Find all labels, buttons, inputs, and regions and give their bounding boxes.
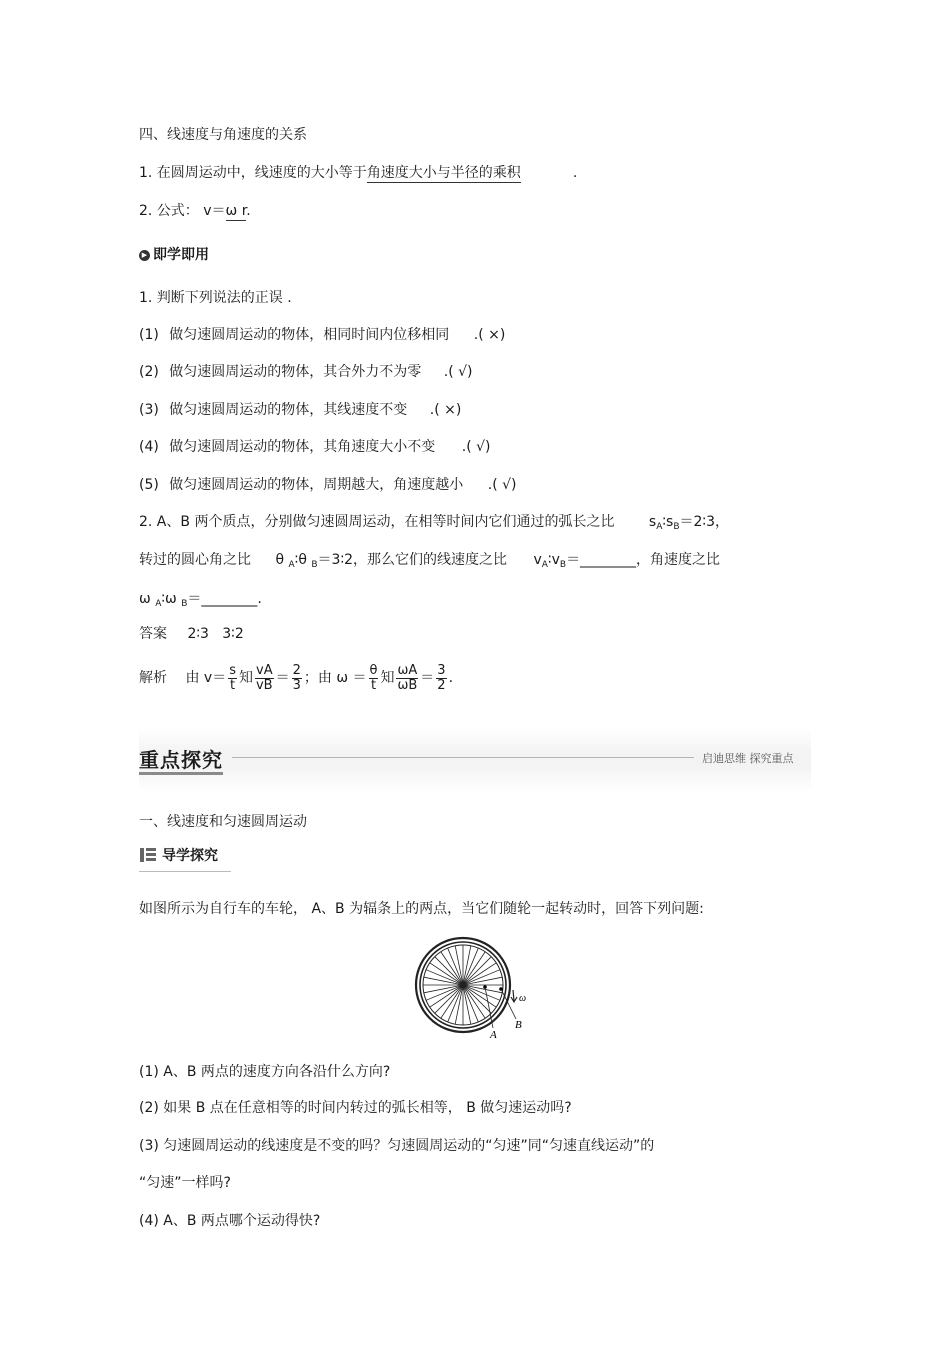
practice-header <box>139 246 209 264</box>
inquiry-question: (2) 如果 B 点在任意相等的时间内转过的弧长相等， B 做匀速运动吗? <box>139 1100 572 1116</box>
judgment-item <box>139 401 461 419</box>
inquiry-question-cont: “匀速”一样吗? <box>139 1175 231 1191</box>
q2-line-1 <box>139 513 729 533</box>
judgment-item <box>139 363 473 381</box>
guided-inquiry-title: 导学探究 <box>162 848 218 864</box>
banner-divider <box>232 757 694 758</box>
banner-underline <box>139 772 223 775</box>
inquiry-question: (3) 匀速圆周运动的线速度是不变的吗？匀速圆周运动的“匀速”同“匀速直线运动”的 <box>139 1138 655 1154</box>
judgment-answer: .( ×) <box>429 402 462 418</box>
judgment-num: (3) <box>139 402 159 418</box>
fraction-theta-t: $\frac{\theta}{t}$ <box>369 662 378 693</box>
spoke <box>463 957 491 985</box>
judgment-text: 做匀速圆周运动的物体，其角速度大小不变 <box>169 439 436 455</box>
section-title: 四、线速度与角速度的关系 <box>139 127 307 143</box>
item1-end: . <box>572 165 578 181</box>
point-B-label: B <box>515 1019 522 1031</box>
relation-item-1 <box>139 164 577 182</box>
q2-text: 2. A、B 两个质点，分别做匀速圆周运动，在相等时间内它们通过的弧长之比 <box>139 514 615 530</box>
q2-line-2 <box>139 551 720 571</box>
judgment-answer: .( √) <box>443 364 473 380</box>
point-A-label: A <box>490 1029 497 1041</box>
item2-fill: ω r <box>225 203 247 219</box>
item1-text: 1. 在圆周运动中，线速度的大小等于 <box>139 165 367 181</box>
analysis-label: 解析 <box>139 670 167 686</box>
judgment-item <box>139 476 517 494</box>
omega-label: ω <box>519 993 527 1004</box>
item1-fill-1: 角速度大小与半径的 <box>366 165 493 181</box>
item2-end: . <box>246 203 251 219</box>
inquiry-question: (1) A、B 两点的速度方向各沿什么方向? <box>139 1064 391 1080</box>
q2-angle-ratio: θ $_A$∶θ $_B$＝3∶2，那么它们的线速度之比 <box>275 552 507 570</box>
judgment-item <box>139 326 505 344</box>
judgment-text: 做匀速圆周运动的物体，相同时间内位移相同 <box>169 327 450 343</box>
list-icon <box>140 848 156 862</box>
analysis-line: 解析 由 v＝ $\frac{s}{t}$ 知 $\frac{vA}{vB}$ ＝ $\frac{2}{3}$ ；由 ω ＝ $\frac{\theta}{t}$ 知 $\frac{\omega A}{\omega B}$ ＝ $\frac{3}{2}$ . <box>139 662 454 693</box>
judge-question-title: 1. 判断下列说法的正误 . <box>139 290 292 306</box>
judgment-text: 做匀速圆周运动的物体，其合外力不为零 <box>169 364 422 380</box>
judgment-num: (5) <box>139 477 159 493</box>
wheel-drawing <box>416 938 517 1032</box>
banner-tagline: 启迪思维 探究重点 <box>702 752 794 765</box>
bicycle-wheel-figure <box>413 935 543 1045</box>
practice-title: 即学即用 <box>153 247 209 263</box>
answer-values: 2∶3 3∶2 <box>187 626 244 642</box>
judgment-item <box>139 438 491 456</box>
spoke <box>435 957 463 985</box>
fraction-3-2: $\frac{3}{2}$ <box>437 662 446 693</box>
q2-arc-ratio: $s_A∶s_B=2∶3$， <box>648 514 729 532</box>
answer-label: 答案 <box>139 626 167 642</box>
fraction-wA-wB: $\frac{\omega A}{\omega B}$ <box>397 662 418 693</box>
spoke <box>435 985 463 1013</box>
q2-text: 转过的圆心角之比 <box>139 552 251 568</box>
explore-heading: 一、线速度和匀速圆周运动 <box>139 814 307 830</box>
judgment-answer: .( √) <box>461 439 491 455</box>
fraction-s-t: $\frac{s}{t}$ <box>229 662 236 693</box>
fraction-2-3: $\frac{2}{3}$ <box>292 662 301 693</box>
fraction-vA-vB: $\frac{vA}{vB}$ <box>255 662 273 693</box>
item1-fill-2: 乘积 <box>492 165 521 181</box>
answer-line <box>139 625 244 643</box>
relation-item-2 <box>139 202 251 220</box>
item2-text: 2. 公式： v＝ <box>139 203 226 219</box>
q2-speed-blank: $v_A∶v_B=\_\_\_\_\_\_\_\_$，角速度之比 <box>533 552 721 570</box>
judgment-answer: .( ×) <box>473 327 506 343</box>
play-circle-icon: ▶ <box>139 250 150 261</box>
judgment-answer: .( √) <box>487 477 517 493</box>
figure-intro: 如图所示为自行车的车轮， A、B 为辐条上的两点，当它们随轮一起转动时，回答下列问题: <box>139 901 704 917</box>
judgment-num: (1) <box>139 327 159 343</box>
q2-line-3: ω $_A$∶ω $_B$＝________. <box>139 591 262 609</box>
judgment-num: (2) <box>139 364 159 380</box>
inquiry-question: (4) A、B 两点哪个运动得快? <box>139 1213 321 1229</box>
subtitle-rule <box>139 871 231 872</box>
rotation-arrow <box>513 990 514 1001</box>
judgment-text: 做匀速圆周运动的物体，其线速度不变 <box>169 402 408 418</box>
banner-title: 重点探究 <box>139 748 223 772</box>
hub <box>460 982 466 988</box>
judgment-num: (4) <box>139 439 159 455</box>
judgment-text: 做匀速圆周运动的物体，周期越大，角速度越小 <box>169 477 464 493</box>
